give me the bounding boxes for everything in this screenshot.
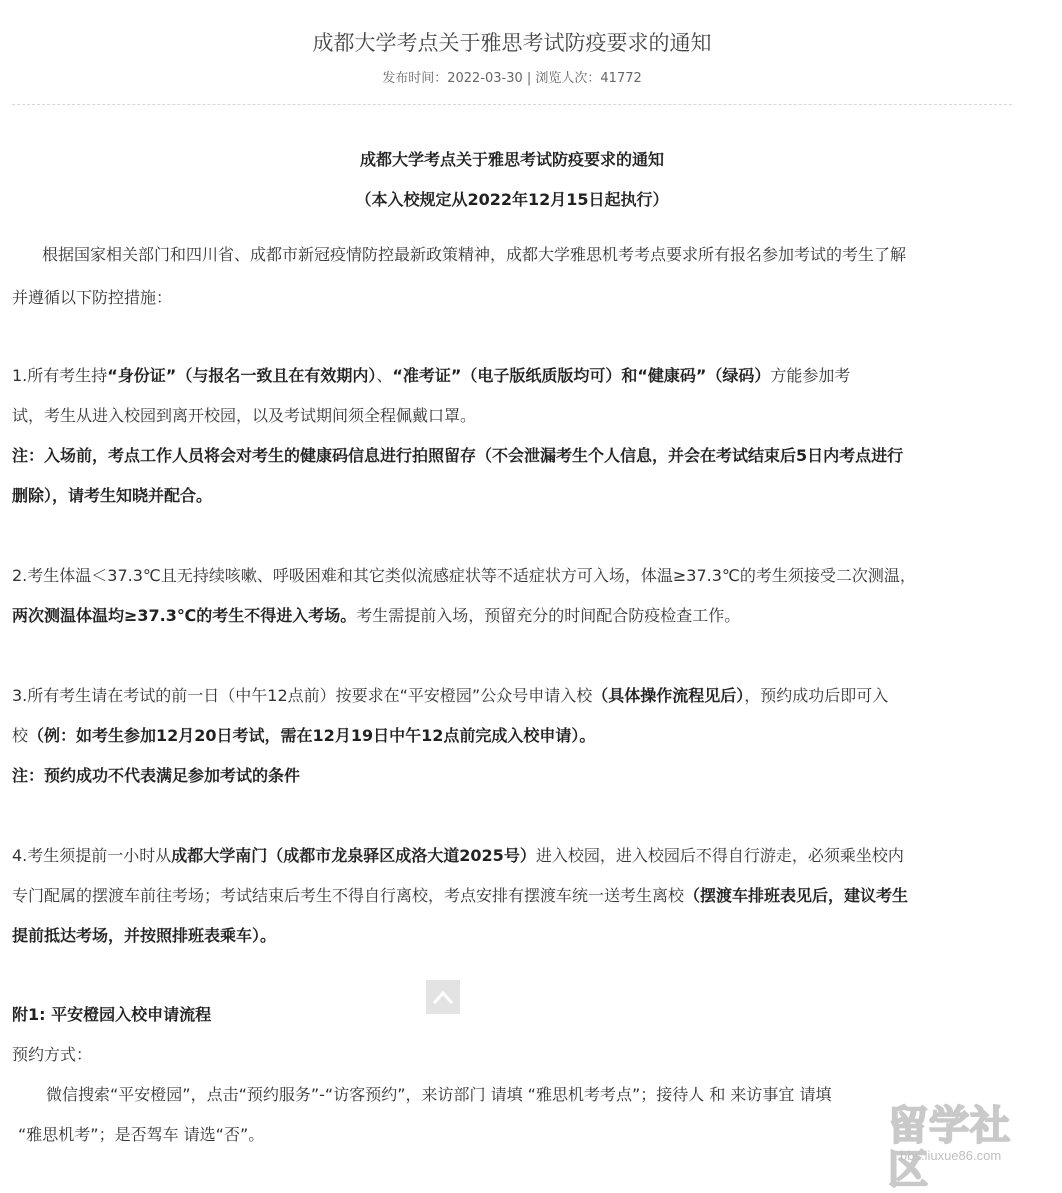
item3-line1 <box>12 684 1012 708</box>
item3-example: （例：如考生参加12月20日考试，需在12月19日中午12点前完成入校申请）。 <box>28 726 596 745</box>
item2-line1: 2.考生体温＜37.3℃且无持续咳嗽、呼吸困难和其它类似流感症状等不适症状方可入场，体温≥37.3℃的考生须接受二次测温， <box>12 566 916 585</box>
item4-line1 <box>12 844 1012 868</box>
chevron-up-icon <box>433 990 453 1004</box>
intro-paragraph-line1: 根据国家相关部门和四川省、成都市新冠疫情防控最新政策精神，成都大学雅思机考考点要求所有报名参加考试的考生了解 <box>42 245 907 264</box>
item1-note-line1: 注：入场前，考点工作人员将会对考生的健康码信息进行拍照留存（不会泄漏考生个人信息，并会在考试结束后5日内考点进行 <box>12 446 904 465</box>
item2-line2 <box>12 604 1012 628</box>
item4-text-a: 4.考生须提前一小时从 <box>12 846 172 865</box>
item3-line2 <box>12 724 1012 748</box>
item2-rest: 考生需提前入场，预留充分的时间配合防疫检查工作。 <box>356 606 741 625</box>
appendix-line1: 微信搜索“平安橙园”，点击“预约服务”-“访客预约”，来访部门 请填 “雅思机考考点”；接待人 和 来访事宜 请填 <box>46 1085 832 1104</box>
item4-line2 <box>12 884 1012 908</box>
content-heading: 成都大学考点关于雅思考试防疫要求的通知 <box>359 150 664 169</box>
watermark-logo: 留学社区 <box>888 1103 1011 1193</box>
item3-text-d: 校 <box>12 726 29 745</box>
article-meta: 发布时间：2022-03-30 | 浏览人次：41772 <box>382 71 642 86</box>
intro-paragraph-line2: 并遵循以下防控措施： <box>12 288 173 307</box>
appendix-title: 附1: 平安橙园入校申请流程 <box>12 1005 212 1024</box>
item4-text-d: 专门配属的摆渡车前往考场；考试结束后考生不得自行离校，考点安排有摆渡车统一送考生离校 <box>12 886 685 905</box>
item4-south-gate: 成都大学南门（成都市龙泉驿区成洛大道2025号） <box>171 846 536 865</box>
item4-line3: 提前抵达考场，并按照排班表乘车）。 <box>12 926 277 945</box>
page-title: 成都大学考点关于雅思考试防疫要求的通知 <box>312 31 712 55</box>
article-header <box>12 0 1012 106</box>
item1-admission-health-code: “准考证”（电子版纸质版均可）和“健康码”（绿码） <box>392 366 771 385</box>
item1-text-a: 1.所有考生持 <box>12 366 108 385</box>
appendix-line2: “雅思机考”；是否驾车 请选“否”。 <box>18 1125 265 1144</box>
item1-text-c: 、 <box>376 366 393 385</box>
item3-text-a: 3.所有考生请在考试的前一日（中午12点前）按要求在“平安橙园”公众号申请入校 <box>12 686 593 705</box>
item4-text-c: 进入校园，进入校园后不得自行游走，必须乘坐校内 <box>535 846 904 865</box>
item3-bold-b: （具体操作流程见后） <box>592 686 745 705</box>
item2-bold: 两次测温体温均≥37.3℃的考生不得进入考场。 <box>12 606 357 625</box>
item1-id-card: “身份证”（与报名一致且在有效期内） <box>107 366 377 385</box>
appendix-label: 预约方式： <box>12 1045 93 1064</box>
content-subheading: （本入校规定从2022年12月15日起执行） <box>355 190 669 209</box>
item1-line2: 试，考生从进入校园到离开校园，以及考试期间须全程佩戴口罩。 <box>12 406 477 425</box>
item4-shuttle-note: （摆渡车排班表见后，建议考生 <box>684 886 909 905</box>
item1-line1 <box>12 364 1012 388</box>
item1-text-e: 方能参加考 <box>770 366 851 385</box>
item3-text-c: ，预约成功后即可入 <box>744 686 889 705</box>
watermark-url: bbs.liuxue86.com <box>900 1148 1002 1163</box>
item3-note: 注：预约成功不代表满足参加考试的条件 <box>12 766 301 785</box>
back-to-top-button[interactable] <box>426 980 460 1014</box>
item1-note-line2: 删除），请考生知晓并配合。 <box>12 486 213 505</box>
header-divider <box>12 104 1012 105</box>
site-watermark <box>888 1103 1048 1193</box>
